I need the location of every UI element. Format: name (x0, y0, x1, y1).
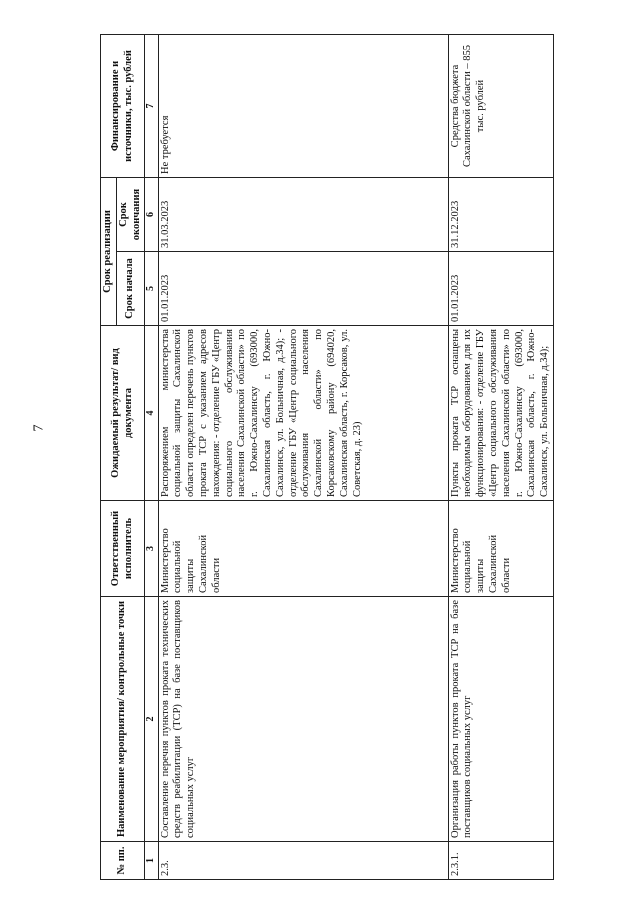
row-name: Организация работы пунктов проката ТСР на базе поставщиков социальных услуг (448, 597, 553, 842)
col-number: 4 (145, 326, 158, 501)
row-responsible: Министерство социальной защиты Сахалинской области (158, 501, 448, 597)
row-finance: Не требуется (158, 35, 448, 178)
rotated-table-container (100, 35, 562, 880)
row-result: Пункты проката ТСР оснащены необходимым оборудованием для их функционирования: - отделение ГБУ «Центр социального обслуживания населения Сахалинской области» по г. Южно-Сахалинску (693000, Сахалинская область, г. Южно-Сахалинск, ул. Больничная, д.34); (448, 326, 553, 501)
col-number: 2 (145, 597, 158, 842)
row-start: 01.01.2023 (448, 252, 553, 326)
header-responsible: Ответственный исполнитель (101, 501, 145, 597)
row-num: 2.3. (158, 842, 448, 880)
table-row (158, 35, 448, 880)
header-name: Наименование мероприятия/ контрольные точки (101, 597, 145, 842)
header-start: Срок начала (116, 252, 145, 326)
col-number: 3 (145, 501, 158, 597)
row-responsible: Министерство социальной защиты Сахалинской области (448, 501, 553, 597)
row-result: Распоряжением министерства социальной защиты Сахалинской области определен перечень пунктов проката ТСР с указанием адресов нахождения: - отделение ГБУ «Центр социального обслуживания населения Сахалинской области» по г. Южно-Сахалинску (693000, Сахалинская область, г. Южно-Сахалинск, ул. Больничная, д.34); - отделение ГБУ «Центр социального обслуживания населения Сахалинской области» по Корсаковскому району (694020, Сахалинская область, г. Корсаков, ул. Советская, д. 23) (158, 326, 448, 501)
header-row (101, 35, 117, 880)
page-number: 7 (31, 424, 47, 432)
col-number: 6 (145, 178, 158, 252)
row-end: 31.12.2023 (448, 178, 553, 252)
header-finance: Финансирование и источники, тыс. рублей (101, 35, 145, 178)
col-number: 5 (145, 252, 158, 326)
col-number: 7 (145, 35, 158, 178)
header-num: № пп. (101, 842, 145, 880)
header-end: Срок окончания (116, 178, 145, 252)
row-end: 31.03.2023 (158, 178, 448, 252)
row-start: 01.01.2023 (158, 252, 448, 326)
header-period: Срок реализации (101, 178, 117, 326)
column-number-row (145, 35, 158, 880)
row-name: Составление перечня пунктов проката технических средств реабилитации (ТСР) на базе поставщиков социальных услуг (158, 597, 448, 842)
table-row (448, 35, 553, 880)
header-result: Ожидаемый результат/ вид документа (101, 326, 145, 501)
row-finance: Средства бюджета Сахалинской области – 855 тыс. рублей (448, 35, 553, 178)
col-number: 1 (145, 842, 158, 880)
row-num: 2.3.1. (448, 842, 553, 880)
activities-table (100, 34, 554, 880)
